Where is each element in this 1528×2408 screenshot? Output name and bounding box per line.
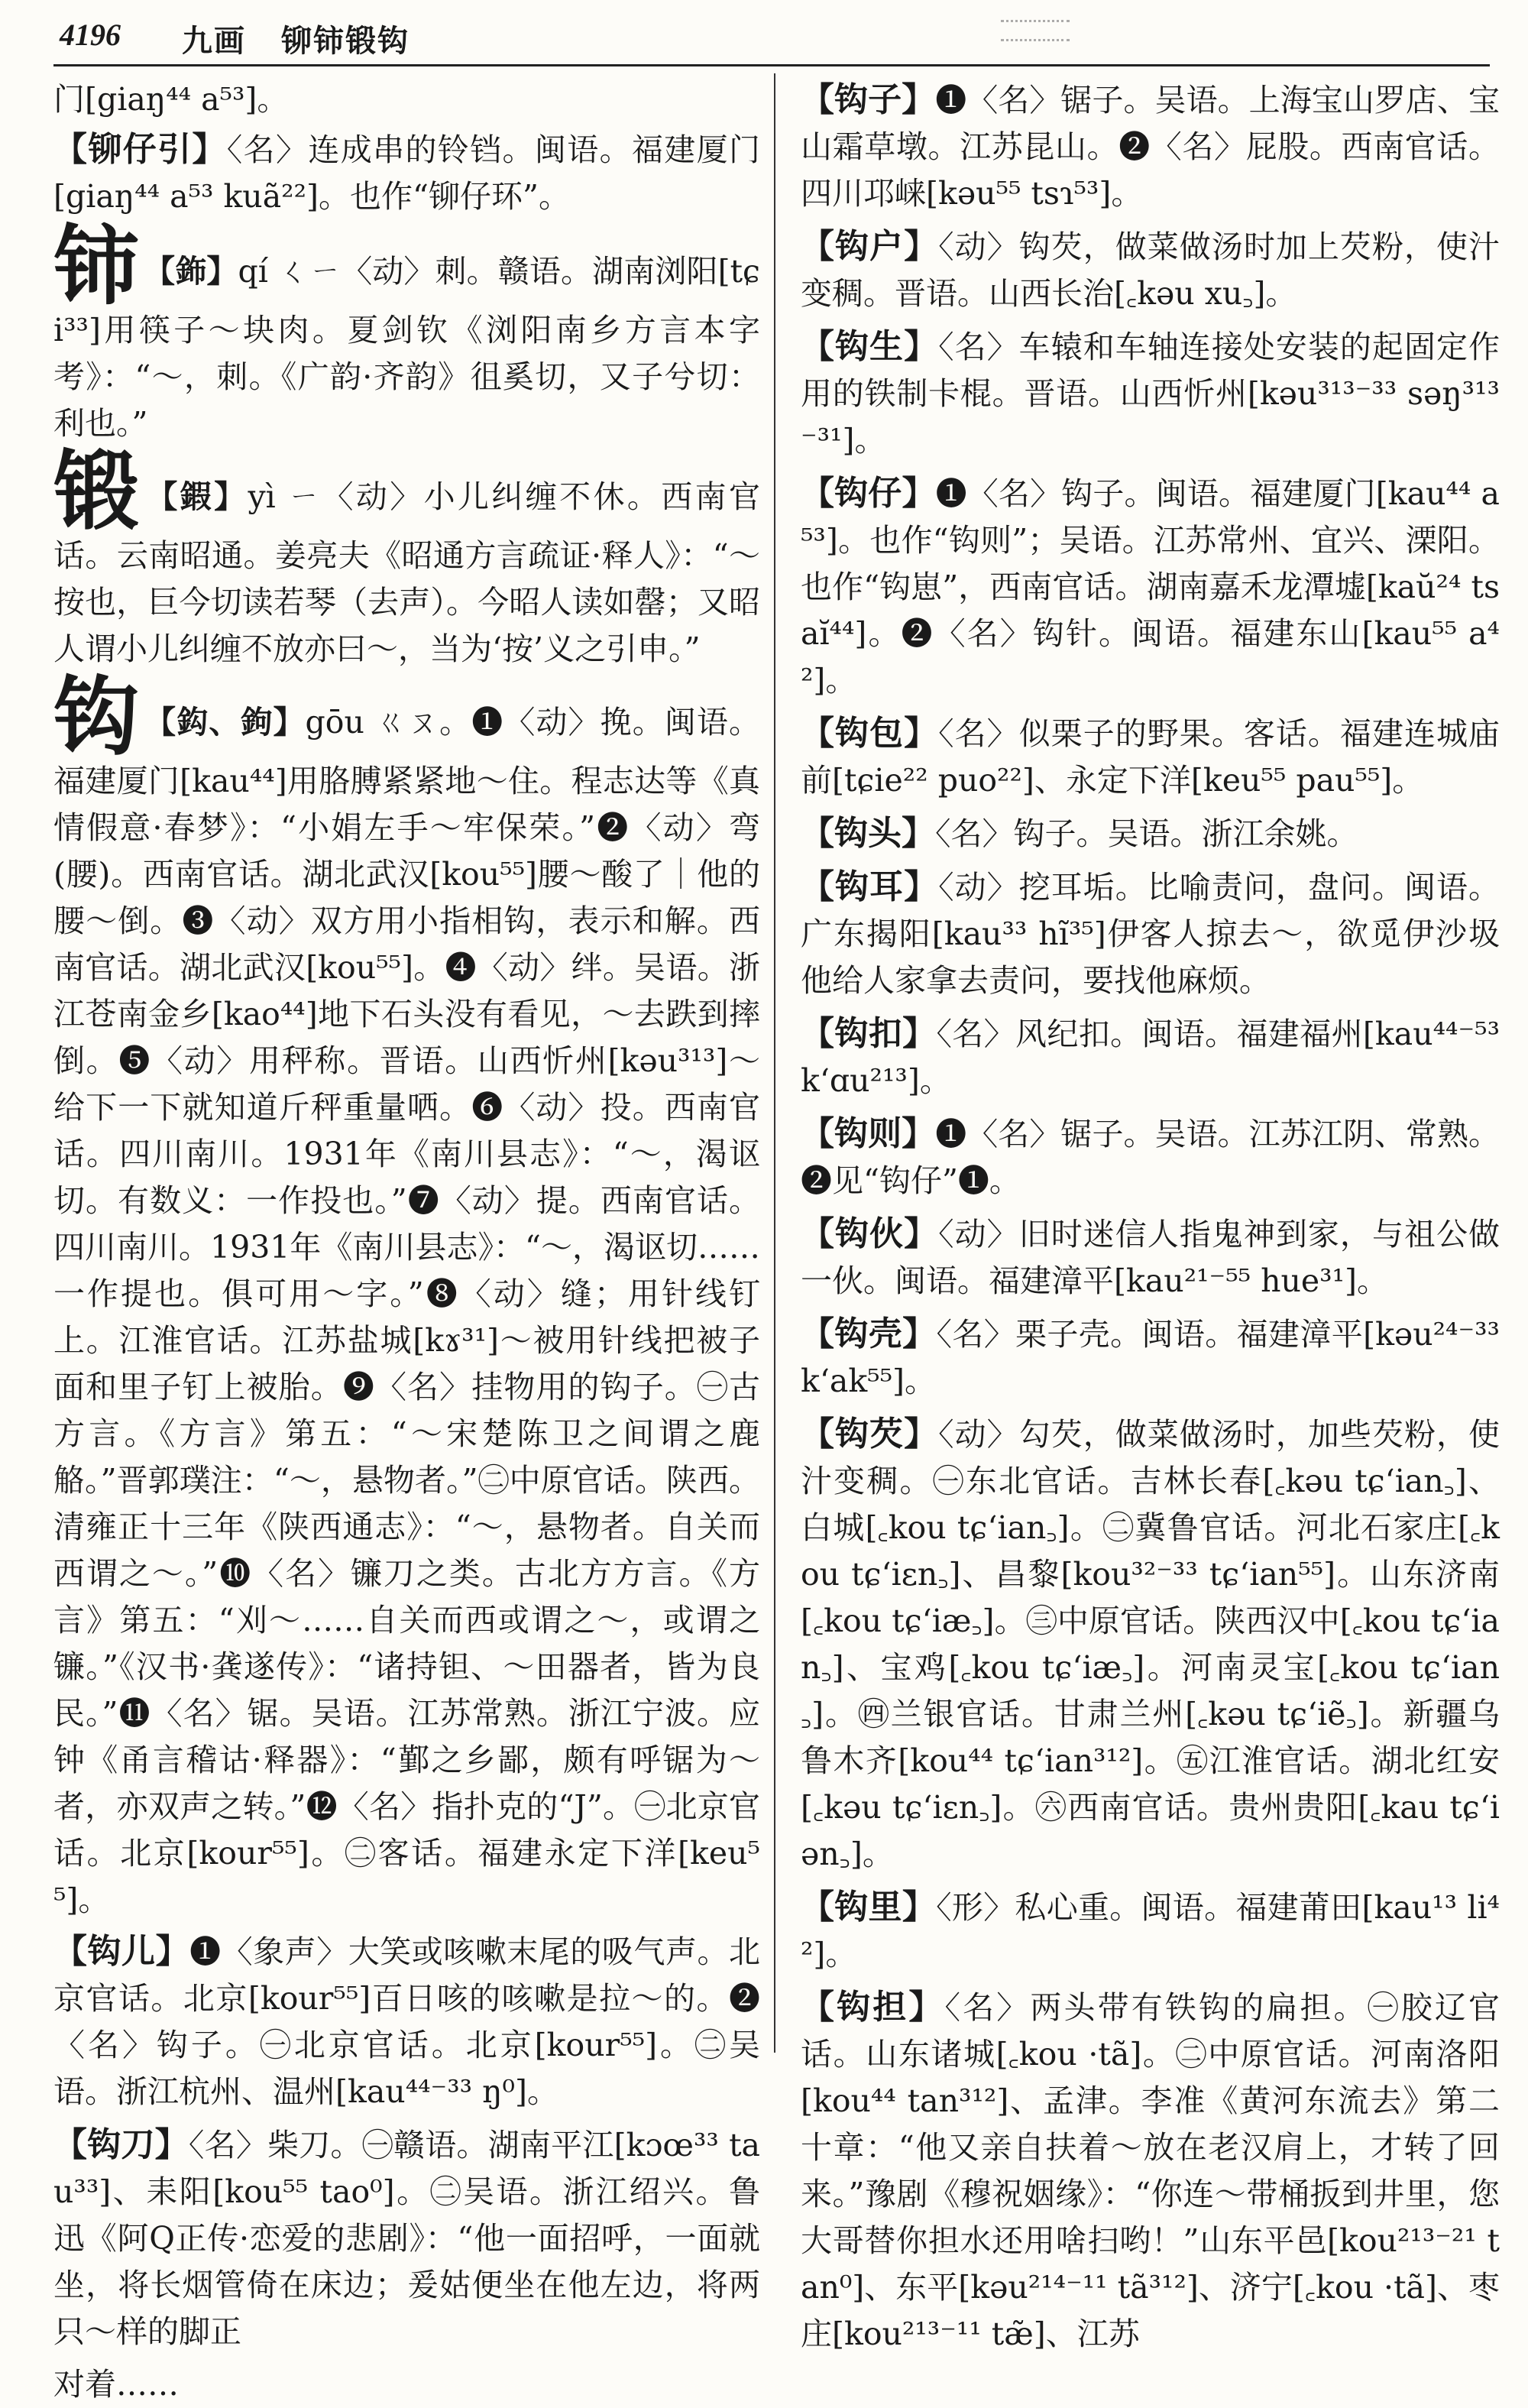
entry-definition: 〈动〉勾芡，做菜做汤时，加些芡粉，使汁变稠。㊀东北官话。吉林长春[꜀kəu tɕʻian꜆]、白城[꜀kou tɕʻian꜆]。㊁冀鲁官话。河北石家庄[꜀kou tɕʻiɛn꜆]、昌黎[kou³²⁻³³ tɕʻian⁵⁵]。山东济南[꜀kou tɕʻiæ꜆]。㊂中原官话。陕西汉中[꜀kou tɕʻian꜆]、宝鸡[꜀kou tɕʻiæ꜆]。河南灵宝[꜀kou tɕʻian꜆]。㊃兰银官话。甘肃兰州[꜀kəu tɕʻiẽ꜆]。新疆乌鲁木齐[kou⁴⁴ tɕʻian³¹²]。㊄江淮官话。湖北红安[꜀kəu tɕʻiɛn꜆]。㊅西南官话。贵州贵阳[꜀kau tɕʻiən꜆]。 — [801, 1416, 1500, 1872]
head-character: 铈 — [53, 216, 140, 316]
sub-entry — [53, 126, 760, 220]
entry-definition: 〈名〉车辕和车轴连接处安装的起固定作用的铁制卡棍。晋语。山西忻州[kəu³¹³⁻³³ səŋ³¹³⁻³¹]。 — [801, 329, 1500, 459]
entry-headword: 【钩头】 — [801, 814, 935, 853]
entry-headword: 【铆仔引】 — [53, 130, 227, 169]
entry-headword: 【钩里】 — [801, 1888, 937, 1927]
entry-headword: 【钩扣】 — [801, 1014, 937, 1053]
entry-definition: ❶〈名〉锯子。吴语。上海宝山罗店、宝山霜草墩。江苏昆山。❷〈名〉屁股。西南官话。四川邛崃[kəu⁵⁵ tsɿ⁵³]。 — [801, 82, 1500, 212]
entry-headword: 【钩生】 — [801, 327, 939, 366]
entry-definition: 〈名〉两头带有铁钩的扁担。㊀胶辽官话。山东诸城[꜀kou ·tã]。㊁中原官话。河南洛阳[kou⁴⁴ tan³¹²]、孟津。李准《黄河东流去》第二十章：“他又亲自扶着～放在老汉肩上，才转了回来。”豫剧《穆祝姻缘》：“你连～带桶扳到井里，您大哥替你担水还用啥扫哟！”山东平邑[kou²¹³⁻²¹ tan⁰]、东平[kəu²¹⁴⁻¹¹ tã³¹²]、济宁[꜀kou ·tã]、枣庄[kou²¹³⁻¹¹ tæ̃]、江苏 — [801, 1989, 1500, 2352]
sub-entry — [801, 1411, 1500, 1878]
sub-entry — [801, 1010, 1500, 1104]
sub-entry — [801, 323, 1500, 464]
header-rule — [53, 64, 1490, 66]
entry-headword: 【钩芡】 — [801, 1415, 939, 1454]
entry-headword: 【钩担】 — [801, 1988, 945, 2027]
sub-entry — [801, 1210, 1500, 1304]
sub-entry — [801, 864, 1500, 1004]
entry-definition: 〈名〉似栗子的野果。客话。福建连城庙前[tɕie²² puo²²]、永定下洋[keu⁵⁵ pau⁵⁵]。 — [801, 715, 1500, 799]
entry-definition: 〈动〉挖耳垢。比喻责问，盘问。闽语。广东揭阳[kau³³ hĩ³⁵]伊客人掠去～，欲觅伊沙圾他给人家拿去责问，要找他麻烦。 — [801, 869, 1500, 999]
head-character: 钩 — [53, 667, 141, 767]
entry-definition: ❶〈名〉钩子。闽语。福建厦门[kau⁴⁴ a⁵³]。也作“钩则”；吴语。江苏常州、宜兴、溧阳。也作“钩崽”，西南官话。湖南嘉禾龙潭墟[kaŭ²⁴ tsaĭ⁴⁴]。❷〈名〉钩针。闽语。福建东山[kau⁵⁵ a⁴²]。 — [801, 475, 1500, 698]
sub-entry — [53, 1928, 760, 2115]
entry-definition: gōu ㄍㄡ。❶〈动〉挽。闽语。福建厦门[kau⁴⁴]用胳膊紧紧地～住。程志达等《真情假意·春梦》：“小娟左手～牢保荣。”❷〈动〉弯(腰)。西南官话。湖北武汉[kou⁵⁵]腰～酸了｜他的腰～倒。❸〈动〉双方用小指相钩，表示和解。西南官话。湖北武汉[kou⁵⁵]。❹〈动〉绊。吴语。浙江苍南金乡[kao⁴⁴]地下石头没有看见，～去跌到摔倒。❺〈动〉用秤称。晋语。山西忻州[kəu³¹³]～给下一下就知道斤秤重量哂。❻〈动〉投。西南官话。四川南川。1931年《南川县志》：“～，渴讴切。有数义：一作投也。”❼〈动〉提。西南官话。四川南川。1931年《南川县志》：“～，渴讴切……一作提也。俱可用～字。”❽〈动〉缝；用针线钉上。江淮官话。江苏盐城[kɤ³¹]～被用针线把被子面和里子钉上被胎。❾〈名〉挂物用的钩子。㊀古方言。《方言》第五：“～宋楚陈卫之间谓之鹿觡。”晋郭璞注：“～，悬物者。”㊁中原官话。陕西。清雍正十三年《陕西通志》：“～，悬物者。自关而西谓之～。”❿〈名〉镰刀之类。古北方方言。《方言》第五：“刈～……自关而西或谓之～，或谓之镰。”《汉书·龚遂传》：“诸持钽、～田器者，皆为良民。”⓫〈名〉锯。吴语。江苏常熟。浙江宁波。应钟《甬言稽诂·释器》：“鄞之乡鄙，颇有呼锯为～者，亦双声之转。”⓬〈名〉指扑克的“J”。㊀北京官话。北京[kour⁵⁵]。㊁客话。福建永定下洋[keu⁵⁵]。 — [53, 704, 760, 1918]
entry-definition: yì ㄧ〈动〉小儿纠缠不休。西南官话。云南昭通。姜亮夫《昭通方言疏证·释人》：“～按也，巨今切读若琴（去声）。今昭人读如罄；又昭人谓小儿纠缠不放亦曰～，当为‘按’义之引申。” — [53, 478, 761, 667]
entry-headword: 【钩则】 — [801, 1114, 936, 1153]
sub-entry — [801, 223, 1500, 317]
sub-entry — [801, 1884, 1500, 1978]
entry-headword: 【钩户】 — [801, 227, 939, 266]
entry-definition: 〈名〉钩子。吴语。浙江余姚。 — [935, 815, 1358, 852]
dictionary-entry — [53, 216, 761, 447]
sub-entry — [801, 710, 1500, 804]
entry-headword: 【钩仔】 — [801, 474, 936, 513]
section-title: 九画 — [182, 23, 246, 59]
bottom-line-text: 对着…… — [53, 2366, 179, 2403]
header-ornament — [1001, 20, 1070, 41]
entry-definition: 〈名〉柴刀。㊀赣语。湖南平江[kɔœ³³ tau³³]、耒阳[kou⁵⁵ tao⁰]。㊁吴语。浙江绍兴。鲁迅《阿Q正传·恋爱的悲剧》：“他一面招呼，一面就坐，将长烟管倚在床边；爰姑便坐在他左边，将两只～样的脚正 — [53, 2127, 761, 2350]
sub-entry — [801, 1110, 1500, 1204]
entry-definition: 〈名〉栗子壳。闽语。福建漳平[kəu²⁴⁻³³ kʻak⁵⁵]。 — [801, 1316, 1500, 1399]
entry-headword: 【钩伙】 — [801, 1214, 939, 1253]
entry-headword: 【鉓】 — [144, 253, 238, 290]
entry-headword: 【钩耳】 — [801, 867, 939, 906]
page-header — [0, 0, 1528, 73]
entry-definition: 〈名〉连成串的铃铛。闽语。福建厦门[giaŋ⁴⁴ a⁵³ kuã²²]。也作“铆仔环”。 — [53, 131, 761, 215]
head-character: 锻 — [53, 442, 142, 542]
dictionary-entry — [53, 667, 760, 1923]
entry-definition: ❶〈象声〉大笑或咳嗽末尾的吸气声。北京官话。北京[kour⁵⁵]百日咳的咳嗽是拉～的。❷〈名〉钩子。㊀北京官话。北京[kour⁵⁵]。㊁吴语。浙江杭州、温州[kau⁴⁴⁻³³ ŋ⁰]。 — [53, 1933, 761, 2110]
column-divider — [774, 73, 775, 2053]
entry-headword: 【钩儿】 — [53, 1932, 190, 1971]
sub-entry — [801, 76, 1500, 217]
entry-definition: 〈动〉钩芡，做菜做汤时加上芡粉，使汁变稠。晋语。山西长治[꜀kəu xu꜆]。 — [801, 228, 1500, 312]
continued-text: 门[giaŋ⁴⁴ a⁵³]。 — [53, 81, 289, 118]
sub-entry — [801, 1311, 1500, 1405]
left-column — [53, 76, 761, 2403]
dictionary-entry — [53, 442, 761, 672]
entry-headword: 【钩壳】 — [801, 1314, 937, 1353]
entry-headword: 【鈎、鉤】 — [144, 704, 306, 741]
entry-headword: 【钩刀】 — [53, 2125, 189, 2164]
entry-headword: 【钩包】 — [801, 714, 939, 753]
page-number: 4196 — [60, 18, 121, 52]
entry-definition: qí ㄑㄧ〈动〉刺。赣语。湖南浏阳[tɕi³³]用筷子～块肉。夏剑钦《浏阳南乡方言本字考》：“～，刺。《广韵·齐韵》徂奚切，又子兮切：利也。” — [53, 253, 761, 442]
entry-definition: ❶〈名〉锯子。吴语。江苏江阴、常熟。❷见“钩仔”❶。 — [801, 1116, 1500, 1199]
sub-entry — [53, 2121, 760, 2355]
entry-definition: 〈形〉私心重。闽语。福建莆田[kau¹³ li⁴²]。 — [801, 1889, 1500, 1972]
entry-definition: 〈名〉风纪扣。闽语。福建福州[kau⁴⁴⁻⁵³ kʻɑu²¹³]。 — [801, 1016, 1500, 1099]
sub-entry — [801, 1984, 1500, 2358]
entry-definition: 〈动〉旧时迷信人指鬼神到家，与祖公做一伙。闽语。福建漳平[kau²¹⁻⁵⁵ hue³¹]。 — [801, 1216, 1500, 1299]
header-characters: 铆铈锻钩 — [281, 23, 410, 59]
right-column — [801, 76, 1500, 2352]
entry-headword: 【钩子】 — [801, 80, 936, 119]
sub-entry — [801, 810, 1500, 857]
entry-headword: 【鍜】 — [146, 478, 248, 515]
sub-entry — [801, 470, 1500, 704]
